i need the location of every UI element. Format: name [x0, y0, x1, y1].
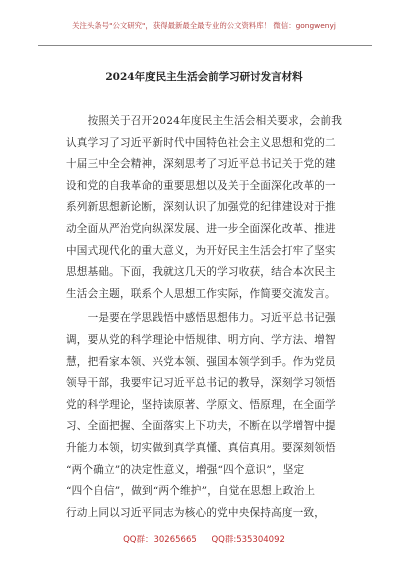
text-line: 按照关于召开2024年度民主生活会相关要求，会前我 [66, 115, 343, 127]
text-line: 设和党的自我革命的重要思想以及关于全面深化改革的一 [66, 179, 336, 192]
text-line: 党的科学理论，坚持读原著、学原文、悟原理，在全面学 [66, 398, 336, 411]
header-divider [38, 45, 372, 46]
document-title: 2024年度民主生活会前学习研讨发言材料 [105, 71, 303, 83]
text-line: 领导干部，我要牢记习近平总书记的教导，深刻学习领悟 [66, 377, 336, 390]
text-line: “四个自信”，做到“两个维护”，自觉在思想上政治上 [66, 485, 316, 498]
text-line: 升能力本领，切实做到真学真懂、真信真用。要深刻领悟 [66, 441, 336, 454]
paragraph-point-one [66, 308, 344, 524]
text-line: 慧，把看家本领、兴党本领、强国本领学到手。作为党员 [66, 355, 336, 368]
footer-qq-group-2: QQ群:535304092 [211, 535, 285, 545]
text-line: 中国式现代化的重大意义，为开好民主生活会打牢了坚实 [66, 244, 336, 257]
footer-qq-group-1: QQ群：30265665 [123, 535, 197, 545]
footer-contact [0, 533, 408, 545]
text-line: 行动上同以习近平同志为核心的党中央保持高度一致， [66, 506, 326, 519]
text-line: 认真学习了习近平新时代中国特色社会主义思想和党的二 [66, 136, 336, 149]
text-line: 系列新思想新论断，深刻认识了加强党的纪律建设对于推 [66, 201, 336, 214]
text-line: 生活会主题，联系个人思想工作实际，作简要交流发言。 [66, 287, 336, 300]
document-body [66, 111, 344, 524]
text-line: 十届三中全会精神，深刻思考了习近平总书记关于党的建 [66, 158, 336, 171]
text-line: 动全面从严治党向纵深发展、进一步全面深化改革、推进 [66, 222, 336, 235]
paragraph-intro [66, 111, 344, 305]
text-line: “两个确立”的决定性意义，增强“四个意识”，坚定 [66, 463, 305, 476]
text-line: 习、全面把握、全面落实上下功夫，不断在以学增智中提 [66, 420, 336, 433]
text-line: 思想基础。下面，我就这几天的学习收获，结合本次民主 [66, 266, 336, 279]
text-line: 调，要从党的科学理论中悟规律、明方向、学方法、增智 [66, 333, 336, 346]
text-line: 一是要在学思践悟中感悟思想伟力。习近平总书记强 [66, 312, 336, 325]
header-banner: 关注头条号"公文研究"，获得最新最全最专业的公文资料库！ 微信：gongwenyj [72, 21, 336, 30]
